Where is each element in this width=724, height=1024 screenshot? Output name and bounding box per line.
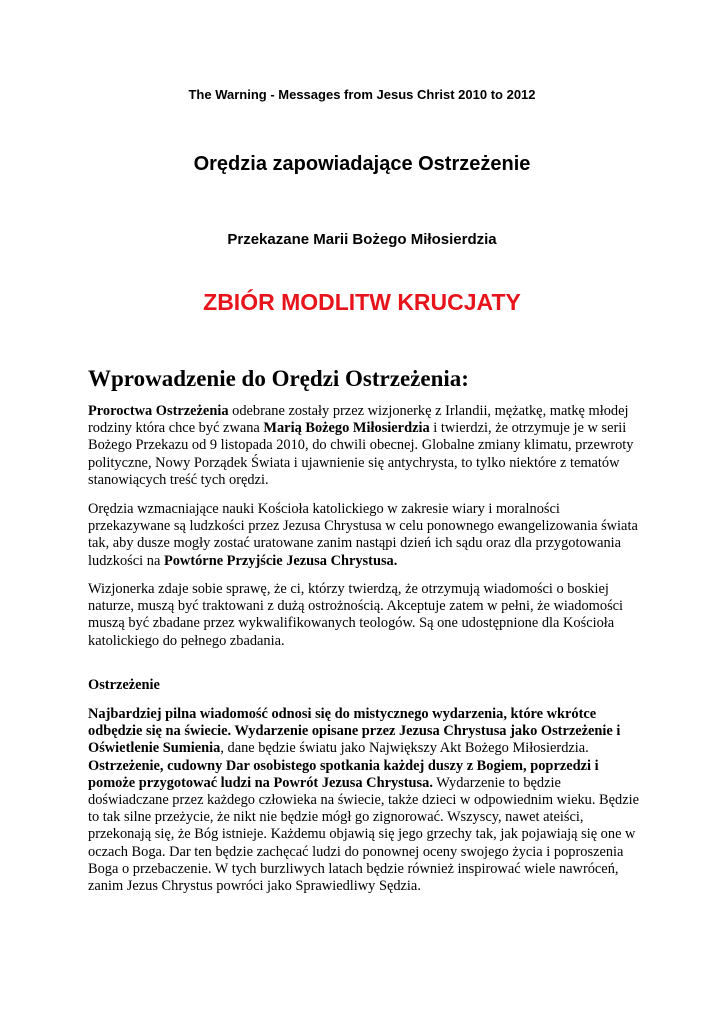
document-title: Orędzia zapowiadające Ostrzeżenie xyxy=(193,153,531,175)
bold-text: Marią Bożego Miłosierdzia xyxy=(263,420,430,437)
intro-paragraph-3: Wizjonerka zdaje sobie sprawę, że ci, którzy twierdzą, że otrzymują wiadomości o boskiej naturze, muszą być traktowani z dużą ostrożnością. Akceptuje zatem w pełni, że wiadomości muszą być zbadane przez wykwalifikowanych teologów. Są one udostępnione dla Kościoła katolickiego do pełnego zbadania. xyxy=(88,581,624,649)
warning-paragraph xyxy=(88,706,644,895)
bold-text: Ostrzeżenie, cudowny Dar osobistego spotkania każdej duszy z Bogiem, poprzedzi i pomoże przygotować ludzi na Powrót Jezusa Chrystusa. xyxy=(88,757,599,791)
intro-paragraph-2 xyxy=(88,501,644,570)
bold-text: Najbardziej pilna wiadomość odnosi się do mistycznego wydarzenia, które wkrótce odbędzie się na świecie. Wydarzenie opisane przez Jezusa Chrystusa jako Ostrzeżenie i Oświetlenie Sumienia xyxy=(88,706,621,757)
paragraph-text: Orędzia wzmacniające nauki Kościoła katolickiego w zakresie wiary i moralności przekazywane są ludzkości przez Jezusa Chrystusa w celu ponownego ewangelizowania świata tak, aby dusze mogły zostać uratowane zanim nastąpi dzień ich sądu oraz dla przygotowania ludzkości na xyxy=(88,501,638,569)
bold-text: Powtórne Przyjście Jezusa Chrystusa. xyxy=(163,552,398,569)
paragraph-text: , dane będzie światu jako Największy Akt Bożego Miłosierdzia. xyxy=(220,740,589,757)
warning-heading: Ostrzeżenie xyxy=(88,677,160,693)
intro-heading: Wprowadzenie do Orędzi Ostrzeżenia: xyxy=(88,366,469,391)
red-heading: ZBIÓR MODLITW KRUCJATY xyxy=(203,289,521,315)
paragraph-text: odebrane zostały przez wizjonerkę z Irlandii, mężatkę, matkę młodej rodziny która chce być zwana xyxy=(88,403,629,437)
paragraph-text: Wydarzenie to będzie doświadczane przez każdego człowieka na świecie, także dzieci w odpowiednim wieku. Będzie to tak silne przeżycie, że nikt nie będzie mógł go zignorować. Wszyscy, nawet ateiści, przekonają się, że Bóg istnieje. Każdemu objawią się jego grzechy tak, jak pojawiają się one w oczach Boga. Dar ten będzie zachęcać ludzi do ponownej oceny swojego życia i poproszenia Boga o przebaczenie. W tych burzliwych latach będzie również inspirować wiele nawróceń, zanim Jezus Chrystus powróci jako Sprawiedliwy Sędzia. xyxy=(88,774,639,895)
intro-paragraph-1 xyxy=(88,403,644,489)
paragraph-text: i twierdzi, że otrzymuje je w serii Bożego Przekazu od 9 listopada 2010, do chwili obecnej. Globalne zmiany klimatu, przewroty polityczne, Nowy Porządek Świata i ujawnienie się antychrysta, to tylko niektóre z tematów stanowiących treść tych orędzi. xyxy=(88,420,634,488)
bold-text: Proroctwa Ostrzeżenia xyxy=(88,403,229,419)
document-subtitle: Przekazane Marii Bożego Miłosierdzia xyxy=(227,231,497,248)
series-title: The Warning - Messages from Jesus Christ 2010 to 2012 xyxy=(188,87,536,102)
